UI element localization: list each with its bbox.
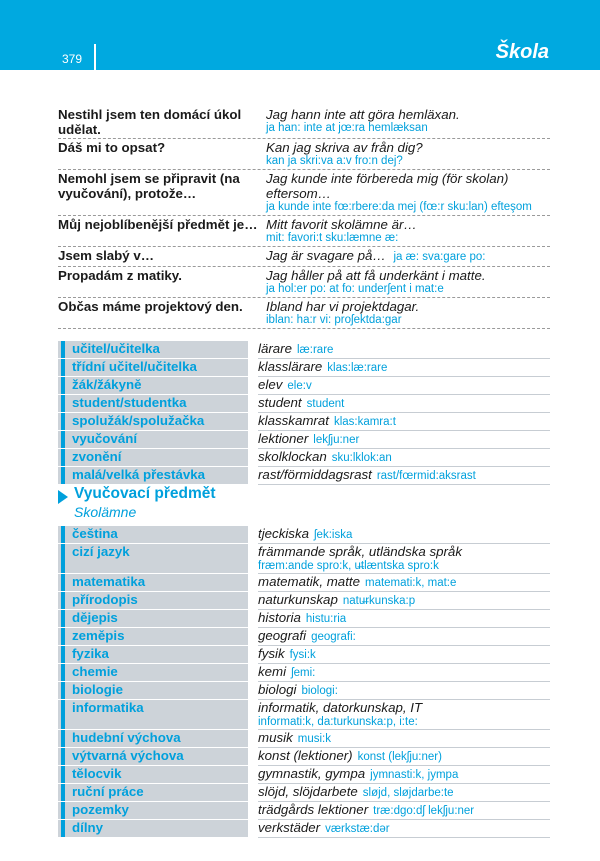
vocab-row <box>58 664 550 682</box>
triangle-arrow-icon <box>58 490 68 504</box>
vocab-pronunciation: konst (lekʃju:ner) <box>357 751 442 763</box>
vocab-swedish: klasskamrat <box>258 413 329 428</box>
vocab-pronunciation: biologi: <box>301 685 338 697</box>
vocab-pronunciation: matemati:k, mat:e <box>364 577 457 589</box>
vocab-pronunciation: fysi:k <box>289 649 316 661</box>
vocab-row <box>58 820 550 838</box>
vocab-pronunciation: musi:k <box>297 733 331 745</box>
vocab-czech: dějepis <box>58 610 248 628</box>
vocab-row <box>58 766 550 784</box>
vocab-swedish: musik <box>258 730 293 745</box>
vocab-swedish: student <box>258 395 302 410</box>
vocab-czech: žák/žákyně <box>58 377 248 395</box>
phrase-czech: Nemohl jsem se připravit (na vyučování), protože… <box>58 171 240 201</box>
vocab-row <box>58 628 550 646</box>
vocab-pronunciation: ʃemi: <box>291 667 316 679</box>
vocab-swedish: slöjd, slöjdarbete <box>258 784 358 799</box>
vocab-pronunciation: histu:ria <box>305 613 347 625</box>
vocab-swedish: tjeckiska <box>258 526 309 541</box>
chapter-title: Škola <box>495 41 549 63</box>
phrase-swedish: Kan jag skriva av från dig? <box>266 140 423 155</box>
vocab-row <box>58 413 550 431</box>
vocab-row <box>58 592 550 610</box>
section-title-swedish: Skolämne <box>74 504 137 520</box>
vocab-czech: tělocvik <box>58 766 248 784</box>
vocab-swedish: fysik <box>258 646 285 661</box>
phrase-swedish: Jag kunde inte förbereda mig (för skolan) eftersom… <box>266 171 509 201</box>
vocab-swedish: geografi <box>258 628 307 643</box>
vocab-row <box>58 610 550 628</box>
vocab-pronunciation: klas:kamra:t <box>333 416 396 428</box>
vocab-swedish: naturkunskap <box>258 592 338 607</box>
phrase-pronunciation: kan ja skri:va a:v fro:n dej? <box>266 155 403 167</box>
vocab-pronunciation: informati:k, da:turkunska:p, i:te: <box>258 716 418 728</box>
phrase-pronunciation: ja kunde inte fœ:rbere:da mej (fœ:r sku:lan) efteşom <box>266 201 532 213</box>
phrase-row <box>58 267 550 298</box>
vocab-row <box>58 395 550 413</box>
vocab-pronunciation: rast/fœrmid:aksrast <box>376 470 476 482</box>
vocab-czech: informatika <box>58 700 248 730</box>
vocab-swedish: historia <box>258 610 301 625</box>
vocab-row <box>58 341 550 359</box>
vocab-table-subjects <box>58 526 550 838</box>
vocab-row <box>58 377 550 395</box>
vocab-pronunciation: fræm:ande spro:k, u̶tlæntska spro:k <box>258 560 439 572</box>
vocab-row <box>58 784 550 802</box>
phrase-pronunciation: ja han: inte at jœ:ra hemlæksan <box>266 122 428 134</box>
vocab-pronunciation: geografi: <box>311 631 356 643</box>
vocab-row <box>58 467 550 485</box>
vocab-czech: přírodopis <box>58 592 248 610</box>
vocab-czech: matematika <box>58 574 248 592</box>
phrase-row <box>58 139 550 170</box>
vocab-pronunciation: værkstæ:dər <box>325 823 390 835</box>
vocab-swedish: biologi <box>258 682 297 697</box>
vocab-swedish: lektioner <box>258 431 309 446</box>
vocab-pronunciation: sku:lklok:an <box>331 452 392 464</box>
vocab-swedish: lärare <box>258 341 292 356</box>
vocab-pronunciation: natu̶rkunska:p <box>342 595 416 607</box>
phrase-czech: Můj nejoblíbenější předmět je… <box>58 217 258 232</box>
phrase-pronunciation: ja æ: sva:gare po: <box>393 251 486 263</box>
phrase-swedish: Mitt favorit skolämne är… <box>266 217 417 232</box>
phrase-swedish: Jag håller på att få underkänt i matte. <box>266 268 486 283</box>
phrase-row <box>58 298 550 329</box>
vocab-czech: ruční práce <box>58 784 248 802</box>
vocab-czech: cizí jazyk <box>58 544 248 574</box>
vocab-row <box>58 700 550 730</box>
vocab-row <box>58 431 550 449</box>
vocab-pronunciation: ele:v <box>287 380 312 392</box>
vocab-czech: vyučování <box>58 431 248 449</box>
vocab-row <box>58 544 550 574</box>
vocab-czech: malá/velká přestávka <box>58 467 248 485</box>
vocab-czech: zeměpis <box>58 628 248 646</box>
vocab-swedish: trädgårds lektioner <box>258 802 369 817</box>
phrase-pronunciation: ja hol:er po: at fo: underʃent i mat:e <box>266 283 444 295</box>
vocab-czech: spolužák/spolužačka <box>58 413 248 431</box>
vocab-czech: výtvarná výchova <box>58 748 248 766</box>
vocab-pronunciation: sløjd, sløjdarbe:te <box>362 787 454 799</box>
vocab-row <box>58 574 550 592</box>
phrase-czech: Dáš mi to opsat? <box>58 140 166 155</box>
phrase-row <box>58 106 550 139</box>
vocab-swedish: matematik, matte <box>258 574 360 589</box>
vocab-swedish: rast/förmiddagsrast <box>258 467 372 482</box>
vocab-row <box>58 682 550 700</box>
vocab-czech: chemie <box>58 664 248 682</box>
phrase-czech: Nestihl jsem ten domácí úkol udělat. <box>58 107 242 137</box>
phrase-czech: Jsem slabý v… <box>58 248 155 263</box>
phrase-swedish: Jag hann inte att göra hemläxan. <box>266 107 460 122</box>
header-divider <box>94 44 96 70</box>
vocab-swedish: informatik, datorkunskap, IT <box>258 700 423 715</box>
page-number: 379 <box>62 52 83 66</box>
vocab-table-school <box>58 341 550 485</box>
vocab-czech: fyzika <box>58 646 248 664</box>
phrase-swedish: Ibland har vi projektdagar. <box>266 299 420 314</box>
vocab-row <box>58 526 550 544</box>
vocab-pronunciation: jymnasti:k, jympa <box>370 769 459 781</box>
phrase-row <box>58 170 550 216</box>
vocab-row <box>58 449 550 467</box>
vocab-pronunciation: klas:læ:rare <box>327 362 388 374</box>
page-header <box>0 0 600 70</box>
vocab-pronunciation: læ:rare <box>297 344 334 356</box>
vocab-swedish: elev <box>258 377 283 392</box>
vocab-swedish: gymnastik, gympa <box>258 766 366 781</box>
phrase-row <box>58 216 550 247</box>
phrase-pronunciation: iblan: ha:r vi: proʃektda:gar <box>266 314 402 326</box>
vocab-czech: hudební výchova <box>58 730 248 748</box>
vocab-pronunciation: student <box>306 398 345 410</box>
vocab-czech: biologie <box>58 682 248 700</box>
vocab-czech: pozemky <box>58 802 248 820</box>
phrase-row <box>58 247 550 267</box>
vocab-pronunciation: træ:dgo:dʃ lekʃju:ner <box>373 805 475 817</box>
vocab-row <box>58 748 550 766</box>
phrase-czech: Propadám z matiky. <box>58 268 182 283</box>
vocab-czech: zvonění <box>58 449 248 467</box>
vocab-row <box>58 646 550 664</box>
vocab-swedish: kemi <box>258 664 287 679</box>
vocab-row <box>58 359 550 377</box>
vocab-swedish: verkstäder <box>258 820 321 835</box>
vocab-czech: učitel/učitelka <box>58 341 248 359</box>
vocab-pronunciation: lekʃju:ner <box>313 434 360 446</box>
vocab-swedish: främmande språk, utländska språk <box>258 544 462 559</box>
vocab-swedish: skolklockan <box>258 449 327 464</box>
vocab-czech: student/studentka <box>58 395 248 413</box>
vocab-swedish: klasslärare <box>258 359 323 374</box>
phrase-czech: Občas máme projektový den. <box>58 299 243 314</box>
section-title-czech: Vyučovací předmět <box>74 485 216 502</box>
vocab-czech: dílny <box>58 820 248 838</box>
vocab-czech: třídní učitel/učitelka <box>58 359 248 377</box>
vocab-pronunciation: ʃek:iska <box>314 529 353 541</box>
phrase-list <box>58 106 550 329</box>
vocab-swedish: konst (lektioner) <box>258 748 353 763</box>
phrase-pronunciation: mit: favori:t sku:læmne æ: <box>266 232 399 244</box>
vocab-czech: čeština <box>58 526 248 544</box>
vocab-row <box>58 802 550 820</box>
phrase-swedish: Jag är svagare på… <box>266 248 386 263</box>
vocab-row <box>58 730 550 748</box>
